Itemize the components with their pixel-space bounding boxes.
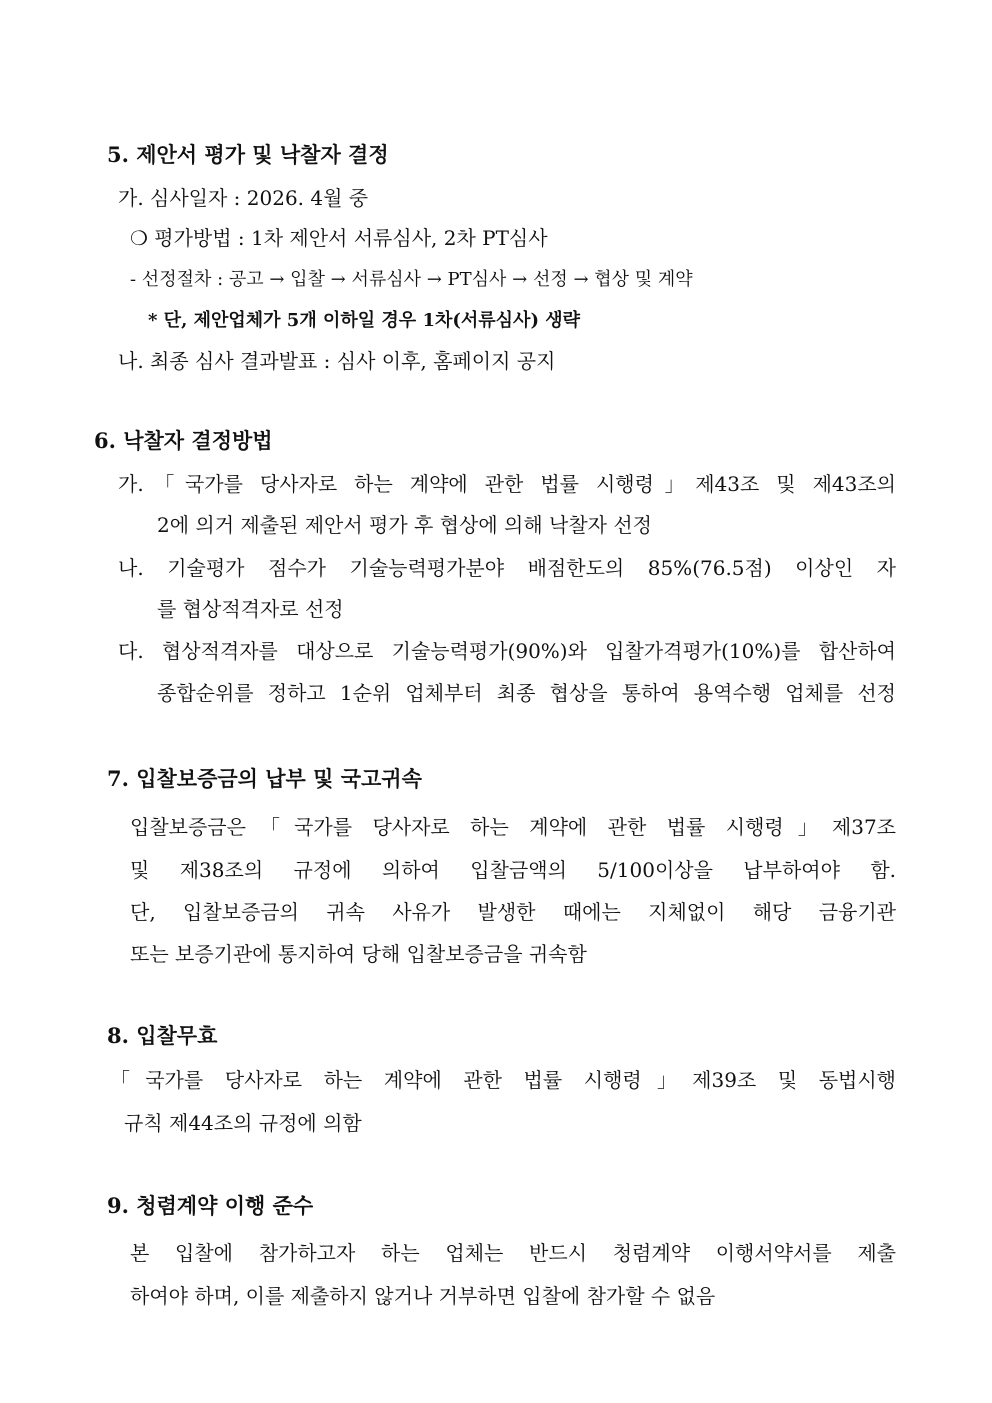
section-7-para-line2: 및 제38조의 규정에 의하여 입찰금액의 5/100이상을 납부하여야 함. (130, 858, 896, 882)
section-8-para-line2: 규칙 제44조의 규정에 의함 (124, 1111, 362, 1135)
section-9-title: 9. 청렴계약 이행 준수 (107, 1193, 314, 1218)
section-5-note: * 단, 제안업체가 5개 이하일 경우 1차(서류심사) 생략 (148, 310, 580, 331)
section-6-item-a-line2: 2에 의거 제출된 제안서 평가 후 협상에 의해 낙찰자 선정 (157, 513, 652, 537)
section-6-item-c-line1: 다. 협상적격자를 대상으로 기술능력평가(90%)와 입찰가격평가(10%)를 합산하여 (118, 639, 896, 663)
section-5-title: 5. 제안서 평가 및 낙찰자 결정 (107, 142, 389, 167)
section-9-para-line2: 하여야 하며, 이를 제출하지 않거나 거부하면 입찰에 참가할 수 없음 (130, 1284, 716, 1308)
section-8-para-line1: 「국가를 당사자로 하는 계약에 관한 법률 시행령」제39조 및 동법시행 (110, 1068, 896, 1092)
section-9-para-line1: 본 입찰에 참가하고자 하는 업체는 반드시 청렴계약 이행서약서를 제출 (130, 1241, 896, 1265)
section-7-para-line4: 또는 보증기관에 통지하여 당해 입찰보증금을 귀속함 (130, 942, 587, 966)
section-5-selection-procedure: - 선정절차 : 공고 → 입찰 → 서류심사 → PT심사 → 선정 → 협상 및 계약 (130, 269, 693, 290)
section-7-title: 7. 입찰보증금의 납부 및 국고귀속 (107, 766, 422, 791)
section-6-item-b-line2: 를 협상적격자로 선정 (157, 597, 344, 621)
section-6-item-c-line2: 종합순위를 정하고 1순위 업체부터 최종 협상을 통하여 용역수행 업체를 선정 (157, 681, 896, 705)
section-7-para-line3: 단, 입찰보증금의 귀속 사유가 발생한 때에는 지체없이 해당 금융기관 (130, 900, 896, 924)
section-5-evaluation-method: ❍ 평가방법 : 1차 제안서 서류심사, 2차 PT심사 (130, 226, 548, 250)
section-6-item-b-line1: 나. 기술평가 점수가 기술능력평가분야 배점한도의 85%(76.5점) 이상인 자 (118, 556, 896, 580)
section-8-title: 8. 입찰무효 (107, 1023, 218, 1048)
section-6-item-a-line1: 가.「국가를 당사자로 하는 계약에 관한 법률 시행령」제43조 및 제43조의 (118, 472, 896, 496)
section-5-item-a: 가. 심사일자 : 2026. 4월 중 (118, 186, 369, 210)
section-6-title: 6. 낙찰자 결정방법 (94, 428, 273, 453)
section-7-para-line1: 입찰보증금은「국가를 당사자로 하는 계약에 관한 법률 시행령」제37조 (130, 815, 896, 839)
section-5-item-b: 나. 최종 심사 결과발표 : 심사 이후, 홈페이지 공지 (118, 349, 556, 373)
